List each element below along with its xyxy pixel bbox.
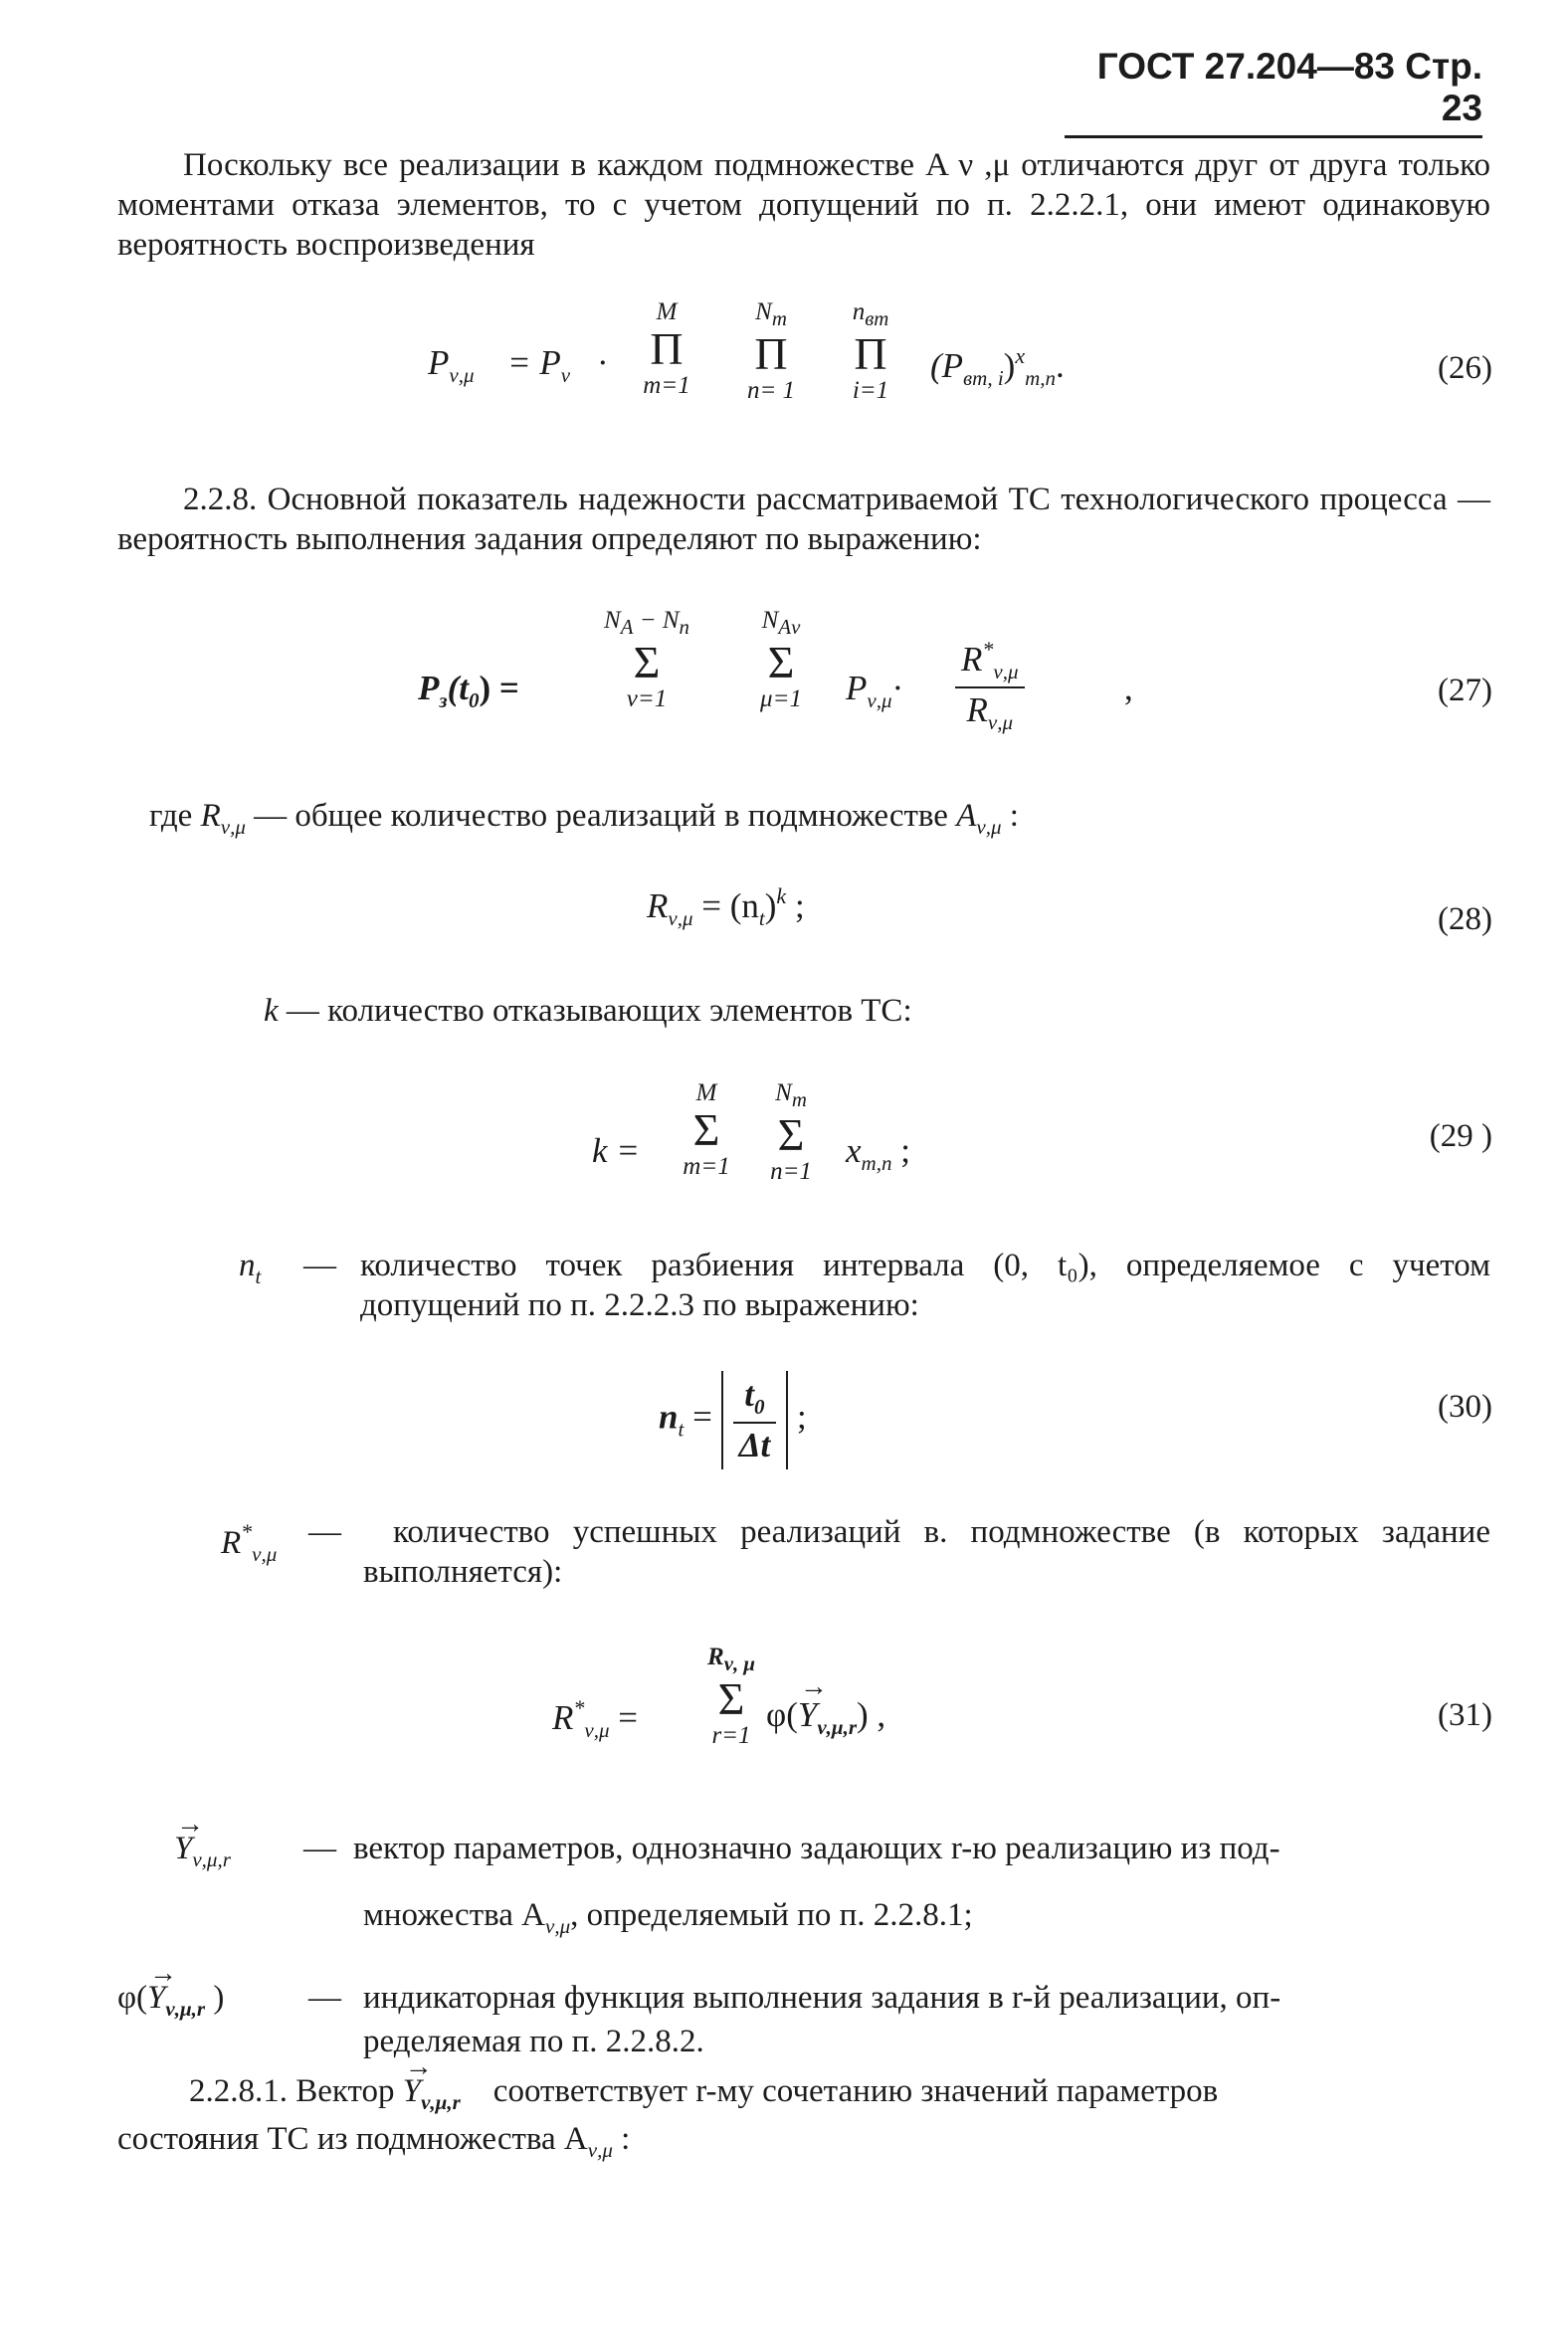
paragraph-subsets: Поскольку все реализации в каждом подмножестве A ν ,μ отличаются друг от друга только моментами отказа элементов, то с учетом допущений по п. 2.2.2.1, они имеют одинаковую вероятность воспроизведения — [117, 147, 1490, 263]
page-header: ГОСТ 27.204—83 Стр. 23 — [1065, 46, 1482, 138]
equation-29: k = M Σ m=1 $N_m$ Σ n=1 $x_{m,n}$ ; — [592, 1079, 910, 1185]
y-definition-line2: множества $A_{\nu,\mu}$, определяемый по п. 2.2.8.1; — [363, 1897, 973, 1938]
y-definition-line1: вектор параметров, однозначно задающих r-ю реализацию из под- — [353, 1831, 1280, 1866]
rstar-symbol: $R^*_{\nu,\mu}$ — [221, 1519, 278, 1566]
equation-30-number: (30) — [1438, 1389, 1492, 1425]
equation-28: $R_{\nu,\mu} = (n_t)^k$ ; — [647, 883, 805, 930]
y-vector-symbol: → $Y_{\nu,\mu,r}$ — [174, 1829, 231, 1879]
paragraph-2-2-8: 2.2.8. Основной показатель надежности рассматриваемой ТС технологического процесса — вероятность выполнения задания определяют по выражению: — [117, 482, 1490, 557]
equation-28-number: (28) — [1438, 901, 1492, 937]
equation-30: $n_t$ = $\frac{t_0}{\Delta t}$ ; — [659, 1371, 807, 1469]
where-R-line: где $R_{\nu,\mu}$ — общее количество реализаций в подмножестве $A_{\nu,\mu}$ : — [149, 798, 1019, 839]
equation-27-number: (27) — [1438, 673, 1492, 708]
phi-definition-line2: ределяемая по п. 2.2.8.2. — [363, 2024, 704, 2059]
equation-31: $R^*_{\nu,\mu}$ = $R_{\nu, \mu}$ Σ r=1 $\varphi(\to Y_{\nu,\mu,r})$ , — [552, 1644, 1149, 1773]
phi-definition-line1: индикаторная функция выполнения задания в r-й реализации, оп- — [363, 1980, 1281, 2016]
paragraph-2-2-8-1-line1: 2.2.8.1. Вектор → $Y_{\nu,\mu,r}$ соответствует r-му сочетанию значений параметров — [189, 2071, 1218, 2122]
paragraph-2-2-8-1-line2: состояния ТС из подмножества $A_{\nu,\mu}$ : — [117, 2121, 631, 2162]
phi-dash: — — [308, 1980, 341, 2016]
nt-symbol: $n_t$ — [239, 1248, 262, 1288]
equation-27: $P_з(t_0)$ = $N_A - N_п$ Σ ν=1 $N_{A\nu}$ Σ μ=1 $P_{\nu,\mu}\cdot$ $\frac{R^*_{\nu,\mu}}{R_{\nu,\mu}}$ , — [418, 607, 1133, 734]
phi-symbol: $\varphi(\to Y_{\nu,\mu,r}$ ) — [117, 1978, 224, 2029]
equation-31-number: (31) — [1438, 1697, 1492, 1733]
rstar-dash: — — [308, 1514, 341, 1550]
equation-29-number: (29 ) — [1429, 1118, 1492, 1154]
nt-dash: — — [303, 1248, 336, 1283]
equation-26: $P_{\nu,\mu}$ = $P_\nu$ · M Π m=1 $N_m$ Π n= 1 $n_{вm}$ Π i=1 $(P_{вm, i})^x_{m,n}$. — [428, 298, 1065, 404]
y-dash: — — [303, 1831, 336, 1866]
nt-definition-text: количество точек разбиения интервала (0, t₀), определяемое с учетом допущений по п. 2.2.2.3 по выражению: — [360, 1248, 1490, 1323]
k-definition: k — количество отказывающих элементов ТС: — [264, 993, 912, 1029]
equation-26-number: (26) — [1438, 350, 1492, 386]
rstar-definition-text: количество успешных реализаций в. подмножестве (в которых задание выполняется): — [363, 1514, 1490, 1590]
